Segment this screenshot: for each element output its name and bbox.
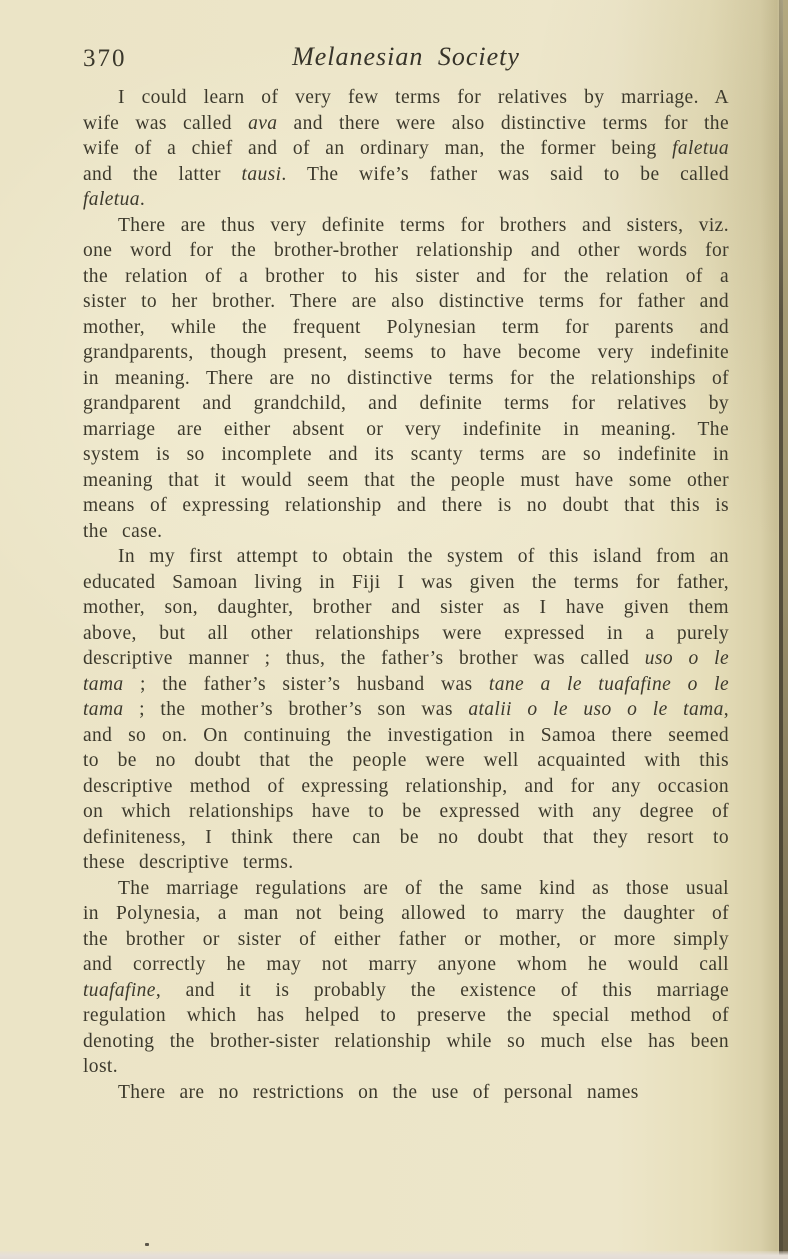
running-title: Melanesian Society <box>292 42 520 71</box>
body-text: ; the father’s sister’s husband was <box>123 673 489 695</box>
paragraph <box>83 876 729 1080</box>
text-block <box>83 85 729 1105</box>
body-text: , and it is probably the existence of this marriage regulation which has helped to preserve the special method of denoting the brother-sister relationship while so much else has been lost. <box>83 979 729 1077</box>
body-text: I could learn of very few terms for relatives by marriage. A wife was called <box>83 87 729 134</box>
body-text: In my first attempt to obtain the system of this island from an educated Samoan living in Fiji I was given the terms for father, mother, son, daughter, brother and sister as I have given them above, but all other relationships were expressed in a purely descriptive manner ; thus, the father’s brother was called <box>83 546 729 669</box>
paragraph <box>83 85 729 213</box>
body-text: . The wife’s father was said to be called <box>281 163 729 185</box>
body-text: and the latter <box>83 163 242 185</box>
paragraph <box>83 213 729 545</box>
body-text: . <box>139 189 146 210</box>
native-term: ava <box>248 112 278 134</box>
body-text: The marriage regulations are of the same kind as those usual in Polynesia, a man not being allowed to marry the daughter of the brother or sister of either father or mother, or more simply and correctly he may not marry anyone whom he would call <box>83 877 729 975</box>
native-term: tane a le tuafafine o le tama <box>83 673 729 720</box>
body-text: ; the mother’s brother’s son was <box>123 699 469 720</box>
body-text: , and so on. On continuing the investigation in Samoa there seemed to be no doubt that the people were well acquainted with this descriptive method of expressing relationship, and for any occasion on which relationships have to be expressed with any degree of definiteness, I think there can be no doubt that they resort to these descriptive terms. <box>83 699 729 873</box>
native-term: faletua <box>83 189 140 210</box>
paragraph <box>83 544 729 876</box>
page-number: 370 <box>83 45 127 72</box>
running-header <box>83 42 729 72</box>
body-text: and there were also distinctive terms for the wife of a chief and of an ordinary man, the former being <box>83 112 729 159</box>
native-term: tuafafine <box>83 979 156 1001</box>
scan-speck <box>145 1243 149 1246</box>
page-edge-shadow <box>783 0 788 1259</box>
bottom-scan-band <box>0 1251 788 1259</box>
native-term: uso o le tama <box>83 648 729 695</box>
native-term: faletua <box>672 138 729 159</box>
native-term: atalii o le uso o le tama <box>468 699 724 720</box>
body-text: There are no restrictions on the use of personal names <box>118 1081 639 1103</box>
native-term: tausi <box>241 163 282 185</box>
body-text: There are thus very definite terms for brothers and sisters, viz. one word for the brother-brother relationship and other words for the relation of a brother to his sister and for the relation of a sister to her brother. There are also distinctive terms for father and mother, while the frequent Polynesian term for parents and grandparents, though present, seems to have become very indefinite in meaning. There are no distinctive terms for the relationships of grandparent and grandchild, and definite terms for relatives by marriage are either absent or very indefinite in meaning. The system is so incomplete and its scanty terms are so indefinite in meaning that it would seem that the people must have some other means of expressing relationship and there is no doubt that this is the case. <box>83 214 729 542</box>
paragraph <box>83 1080 729 1106</box>
